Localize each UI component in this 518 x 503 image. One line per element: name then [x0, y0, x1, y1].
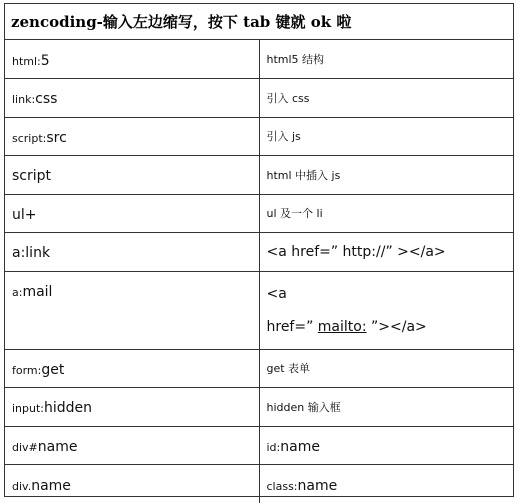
table-row: [5, 271, 513, 349]
description-cell: html 中插入 js: [259, 156, 513, 195]
description-cell: [259, 426, 513, 465]
description-cell: html5 结构: [259, 40, 513, 79]
abbreviation-cell: [5, 40, 259, 79]
description-prefix: class:: [267, 480, 298, 493]
table-row: [5, 465, 513, 503]
abbreviation-cell: [5, 194, 259, 233]
abbreviation-prefix: input:: [12, 402, 44, 415]
description-cell: 引入 css: [259, 79, 513, 118]
abbreviation-cell: [5, 426, 259, 465]
abbreviation-prefix: script:: [12, 132, 46, 145]
table-row: [5, 349, 513, 388]
abbreviation-main: ul+: [12, 207, 37, 223]
table-row: [5, 426, 513, 465]
abbreviation-main: get: [41, 362, 64, 378]
abbreviation-main: name: [38, 439, 78, 455]
description-main: name: [280, 439, 320, 455]
closing-tag-text: ”></a>: [367, 319, 427, 335]
abbreviation-prefix: div#: [12, 441, 38, 454]
abbreviation-main: script: [12, 168, 51, 184]
abbreviation-cell: [5, 465, 259, 503]
abbreviation-cell: [5, 349, 259, 388]
description-line: <a: [267, 286, 506, 302]
abbreviation-main: css: [35, 91, 57, 107]
abbreviation-main: hidden: [44, 400, 92, 416]
table-row: [5, 156, 513, 195]
table-row: [5, 40, 513, 79]
abbreviation-cell: [5, 156, 259, 195]
description-main: name: [298, 478, 338, 494]
abbreviation-main: name: [31, 478, 71, 494]
abbreviation-main: mail: [22, 284, 52, 300]
abbreviation-prefix: form:: [12, 364, 41, 377]
description-prefix: id:: [267, 441, 281, 454]
mailto-link[interactable]: mailto:: [318, 319, 367, 335]
abbreviation-cell: [5, 233, 259, 272]
abbreviation-prefix: html:: [12, 55, 41, 68]
table-row: [5, 233, 513, 272]
table-row: [5, 194, 513, 233]
table-row: [5, 117, 513, 156]
description-cell: <a href=” http://” ></a>: [259, 233, 513, 272]
abbreviation-cell: [5, 117, 259, 156]
description-cell: get 表单: [259, 349, 513, 388]
abbreviation-table: [4, 3, 514, 497]
abbreviation-main: src: [46, 130, 66, 146]
table-row: [5, 388, 513, 427]
description-line: [267, 319, 506, 335]
abbreviation-prefix: link:: [12, 93, 35, 106]
description-cell: [259, 465, 513, 503]
abbreviation-main: 5: [41, 53, 50, 69]
description-cell: [259, 271, 513, 349]
abbreviation-prefix: div.: [12, 480, 31, 493]
abbreviation-main: a:link: [12, 245, 50, 261]
table-row: [5, 79, 513, 118]
description-cell: 引入 js: [259, 117, 513, 156]
page-title: zencoding-输入左边缩写，按下 tab 键就 ok 啦: [5, 4, 513, 40]
href-text: href=”: [267, 319, 318, 335]
description-cell: hidden 输入框: [259, 388, 513, 427]
abbreviation-prefix: a:: [12, 286, 22, 299]
description-cell: ul 及一个 li: [259, 194, 513, 233]
abbreviation-cell: [5, 271, 259, 349]
zencoding-table: [5, 40, 513, 503]
abbreviation-cell: [5, 79, 259, 118]
abbreviation-cell: [5, 388, 259, 427]
